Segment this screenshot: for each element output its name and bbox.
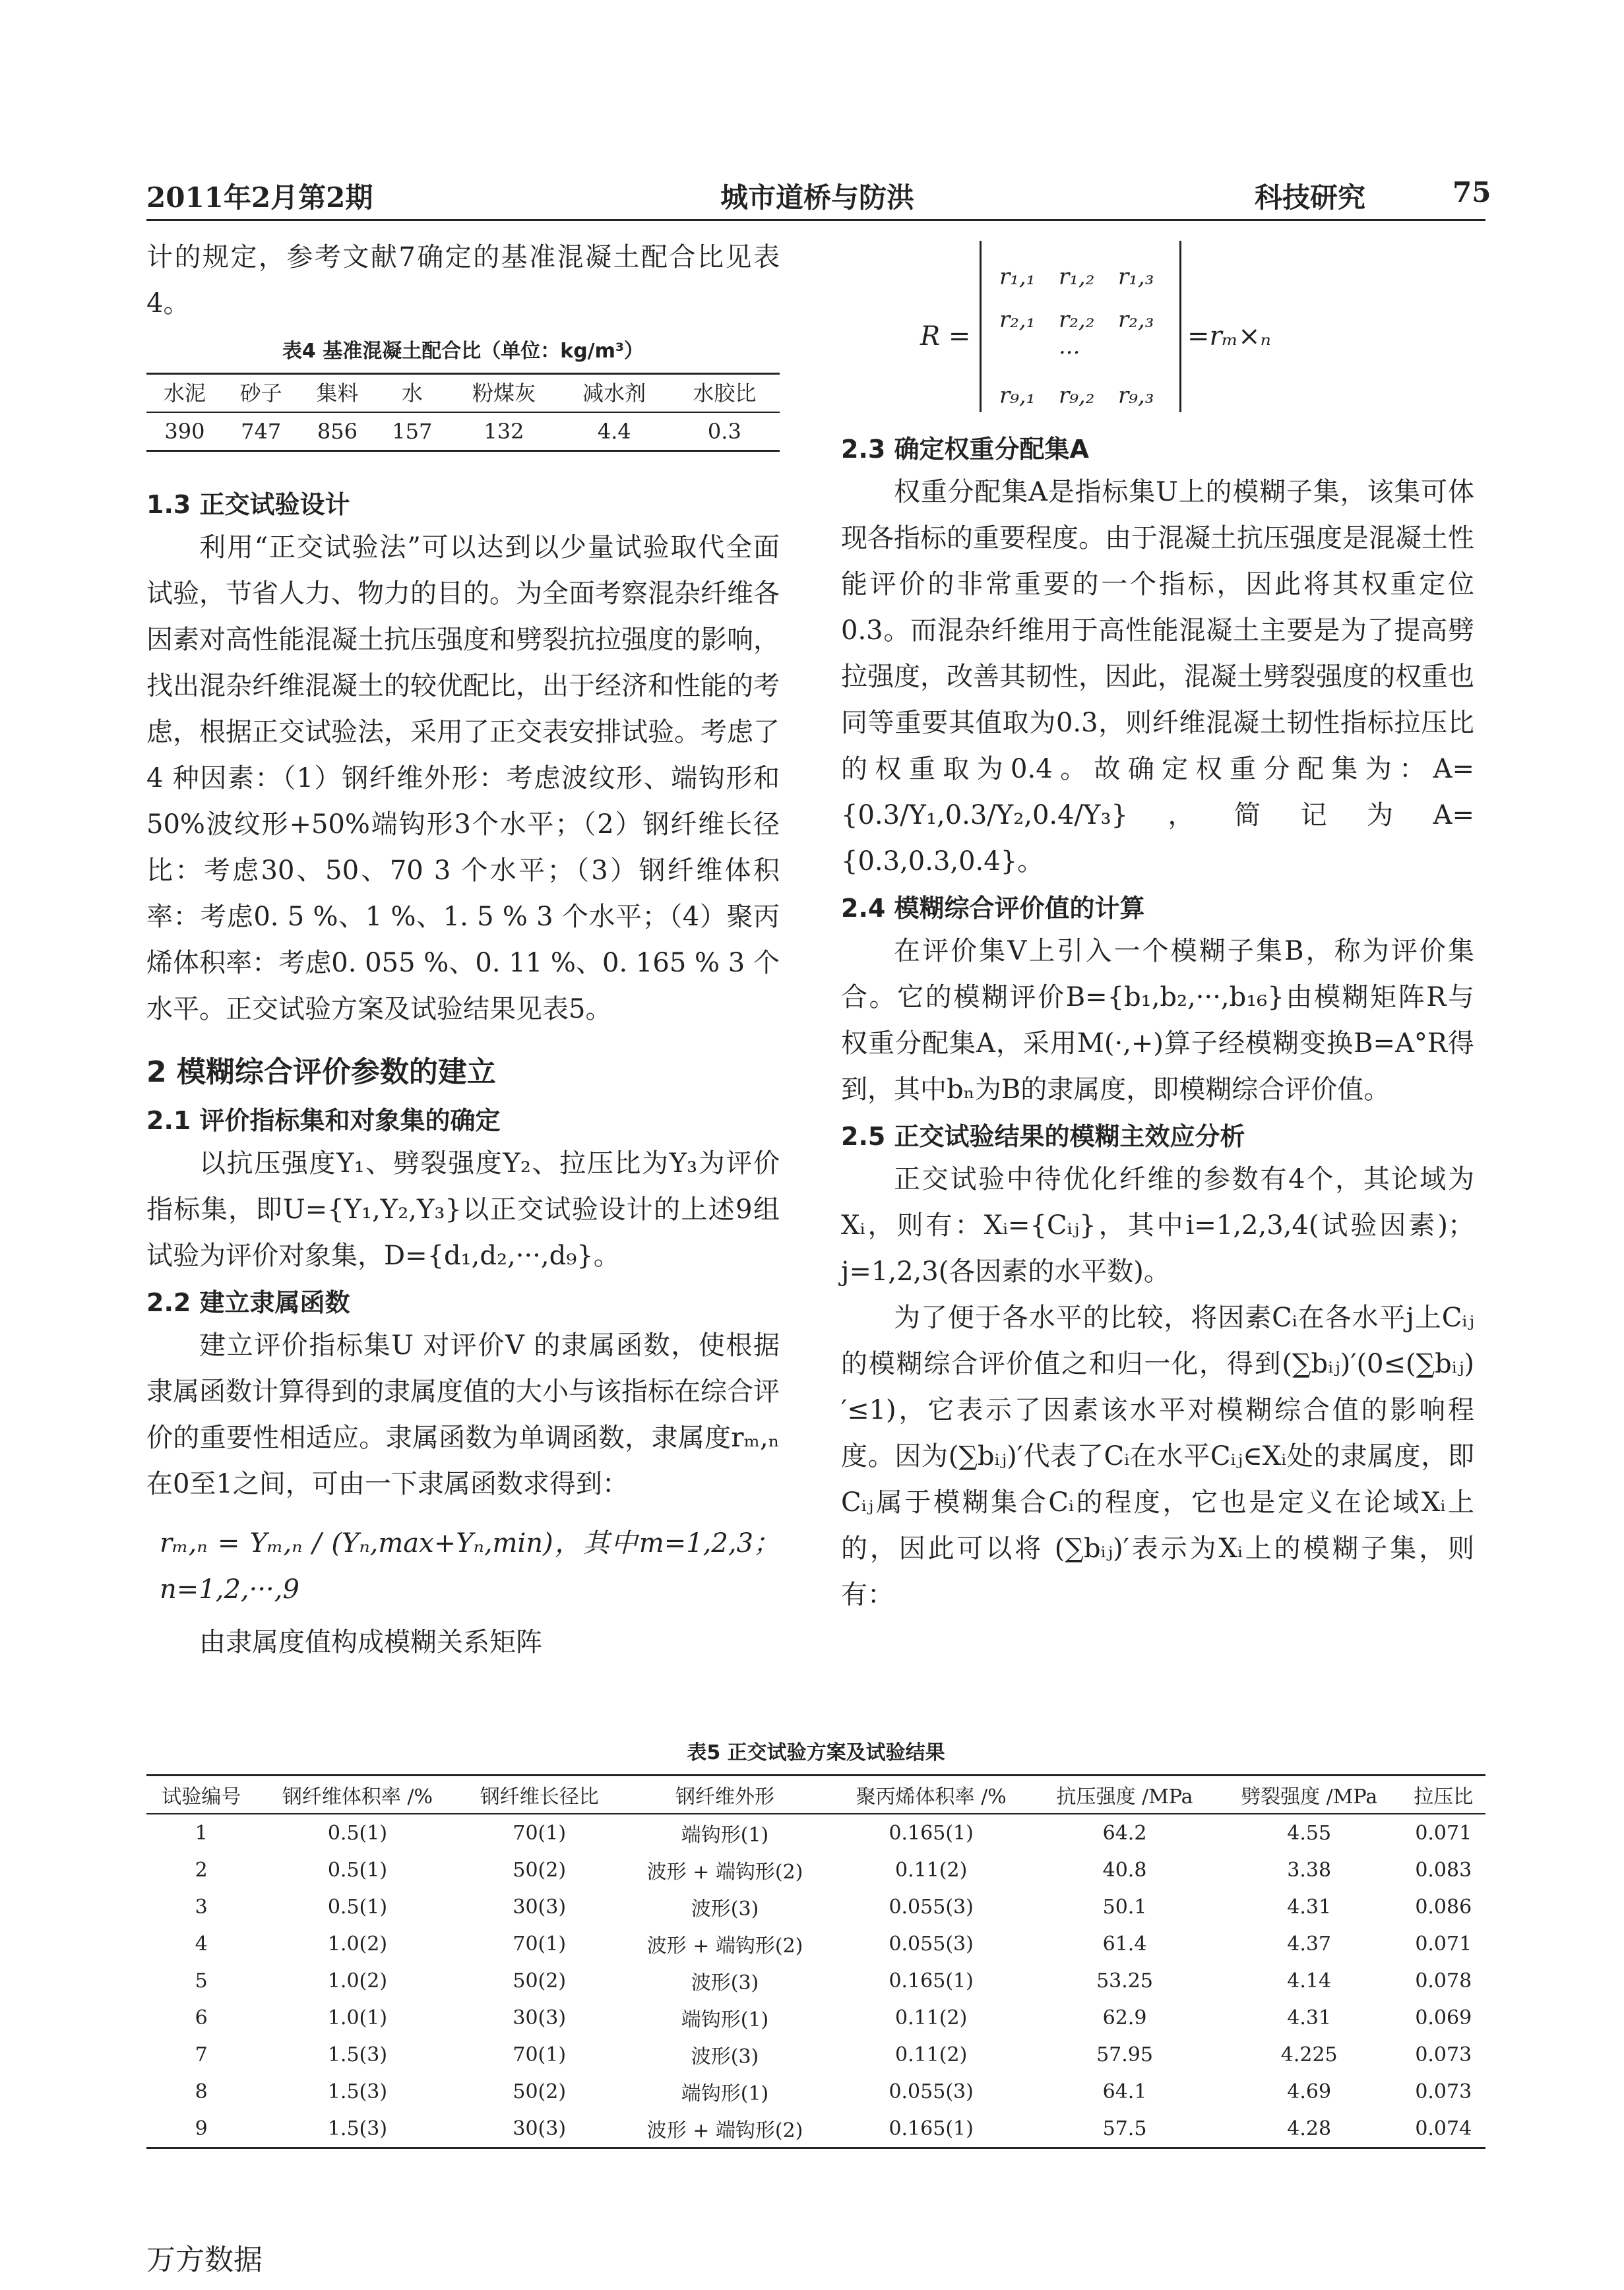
section-2-5-title: 2.5 正交试验结果的模糊主效应分析: [841, 1122, 1245, 1151]
table5-cell: 波形 + 端钩形(2): [646, 2119, 803, 2142]
matrix-cell: r₂,₃: [1118, 307, 1154, 333]
table5-cell: 5: [195, 1969, 208, 1993]
matrix-cell: r₁,₂: [1059, 264, 1095, 290]
table5-cell: 4.37: [1287, 1932, 1332, 1956]
table4-header-cell: 粉煤灰: [472, 381, 536, 406]
table5-header-cell: 钢纤维长径比: [480, 1785, 599, 1809]
matrix-cell: r₂,₁: [999, 307, 1036, 333]
table5-cell: 4.31: [1287, 1895, 1332, 1919]
table5-header-cell: 聚丙烯体积率 /%: [856, 1785, 1007, 1809]
table5-cell: 0.069: [1415, 2006, 1472, 2029]
table5-cell: 64.2: [1102, 1821, 1147, 1845]
table5-cell: 波形 + 端钩形(2): [646, 1861, 803, 1884]
table5-cell: 70(1): [513, 2043, 567, 2066]
matrix-rhs: =rₘ×ₙ: [1187, 321, 1271, 352]
issue-date: 2011年2月第2期: [146, 181, 373, 214]
table4-cell: 747: [241, 419, 282, 444]
table5-header-cell: 试验编号: [162, 1785, 241, 1809]
table5-cell: 0.055(3): [889, 1895, 974, 1919]
table5-cell: 0.071: [1415, 1932, 1472, 1956]
table5-cell: 3.38: [1287, 1858, 1332, 1882]
table4-header-cell: 水: [401, 381, 423, 406]
table5-cell: 0.074: [1415, 2117, 1472, 2140]
section-2-3-text: 权重分配集A是指标集U上的模糊子集，该集可体现各指标的重要程度。由于混凝土抗压强度是混凝土性能评价的非常重要的一个指标，因此将其权重定位0.3。而混杂纤维用于高性能混凝土主要是为了提高劈拉强度，改善其韧性，因此，混凝土劈裂强度的权重也同等重要其值取为0.3，则纤维混凝土韧性指标拉压比的权重取为0.4。故确定权重分配集为：A={0.3/Y₁,0.3/Y₂,0.4/Y₃}，简记为A={0.3,0.3,0.4}。: [841, 477, 1474, 877]
table5-cell: 0.086: [1415, 1895, 1472, 1919]
table5-cell: 端钩形(1): [681, 2008, 769, 2031]
table5-cell: 1: [195, 1821, 208, 1845]
section-2-1-title: 2.1 评价指标集和对象集的确定: [146, 1106, 501, 1135]
table5-cell: 1.5(3): [327, 2117, 388, 2140]
table5-cell: 30(3): [513, 1895, 567, 1919]
table5-cell: 6: [195, 2006, 208, 2029]
table5-row: [146, 1888, 1485, 1925]
page-number: 75: [1452, 176, 1491, 208]
footer-watermark: 万方数据: [146, 2243, 263, 2277]
table5-cell: 0.5(1): [327, 1821, 388, 1845]
table5-cell: 0.083: [1415, 1858, 1472, 1882]
table5-cell: 0.11(2): [894, 1858, 968, 1882]
table4-row: [146, 412, 780, 451]
table5-cell: 7: [195, 2043, 208, 2066]
table4-header-cell: 水胶比: [693, 381, 757, 406]
table4-header-cell: 砂子: [239, 381, 282, 406]
table4-header-cell: 减水剂: [582, 381, 646, 406]
table4-caption: 表4 基准混凝土配合比（单位：kg/m³）: [282, 340, 644, 363]
table5-row: [146, 1851, 1485, 1888]
section-2-3-title: 2.3 确定权重分配集A: [841, 435, 1089, 464]
section-2-4-title: 2.4 模糊综合评价值的计算: [841, 894, 1145, 923]
section-2-2-title: 2.2 建立隶属函数: [146, 1288, 350, 1317]
table5-cell: 70(1): [513, 1932, 567, 1956]
table5-cell: 1.0(2): [327, 1932, 388, 1956]
table5-cell: 70(1): [513, 1821, 567, 1845]
table5-cell: 57.5: [1102, 2117, 1147, 2140]
table5-cell: 57.95: [1096, 2043, 1153, 2066]
table5-cell: 64.1: [1102, 2080, 1147, 2103]
section-2-4-text: 在评价集V上引入一个模糊子集B，称为评价集合。它的模糊评价B={b₁,b₂,···,b₁₆}由模糊矩阵R与权重分配集A，采用M(·,+)算子经模糊变换B=A°R得到，其中bₙ为B的隶属度，即模糊综合评价值。: [841, 936, 1474, 1105]
table4-cell: 157: [392, 419, 433, 444]
table5-cell: 0.11(2): [894, 2043, 968, 2066]
table5-cell: 0.5(1): [327, 1895, 388, 1919]
table5-cell: 4.14: [1287, 1969, 1332, 1993]
table4-header-cell: 集料: [316, 381, 359, 406]
left-column: [146, 234, 780, 1665]
section-1-3-title: 1.3 正交试验设计: [146, 490, 350, 519]
table5-cell: 波形(3): [691, 1898, 759, 1921]
table5-cell: 0.073: [1415, 2043, 1472, 2066]
table5-cell: 4.28: [1287, 2117, 1332, 2140]
table5-cell: 4.225: [1280, 2043, 1338, 2066]
matrix-cell: r₂,₂: [1059, 307, 1095, 333]
matrix-cell: r₁,₃: [1118, 264, 1154, 290]
table5-cell: 0.165(1): [889, 2117, 974, 2140]
table5-header-row: [146, 1776, 1485, 1814]
table5-cell: 端钩形(1): [681, 2082, 769, 2105]
membership-formula: rₘ,ₙ = Yₘ,ₙ / (Yₙ,max+Yₙ,min)，其中m=1,2,3；n=1,2,···,9: [160, 1528, 780, 1605]
journal-name: 城市道桥与防洪: [720, 181, 915, 214]
table5-cell: 1.0(2): [327, 1969, 388, 1993]
table5-cell: 4: [195, 1932, 208, 1956]
fuzzy-relation-matrix: [841, 241, 1474, 425]
table5-cell: 50(2): [513, 1969, 567, 1993]
section-1-3-text: 利用“正交试验法”可以达到以少量试验取代全面试验，节省人力、物力的目的。为全面考察混杂纤维各因素对高性能混凝土抗压强度和劈裂抗拉强度的影响，找出混杂纤维混凝土的较优配比，出于经济和性能的考虑，根据正交试验法，采用了正交表安排试验。考虑了4 种因素：（1）钢纤维外形：考虑波纹形、端钩形和50%波纹形+50%端钩形3个水平；（2）钢纤维长径比：考虑30、50、70 3 个水平；（3）钢纤维体积率：考虑0. 5 %、1 %、1. 5 % 3 个水平；（4）聚丙烯体积率：考虑0. 055 %、0. 11 %、0. 165 % 3 个水平。正交试验方案及试验结果见表5。: [146, 532, 780, 1024]
table5-header-cell: 劈裂强度 /MPa: [1241, 1785, 1378, 1809]
table5-cell: 50(2): [513, 1858, 567, 1882]
section-2-5-paragraph-2: 为了便于各水平的比较，将因素Cᵢ在各水平j上Cᵢⱼ的模糊综合评价值之和归一化，得到(∑bᵢⱼ)′(0≤(∑bᵢⱼ)′≤1)，它表示了因素该水平对模糊综合值的影响程度。因为(∑bᵢⱼ)′代表了Cᵢ在水平Cᵢⱼ∈Xᵢ处的隶属度，即Cᵢⱼ属于模糊集合Cᵢ的程度，它也是定义在论域Xᵢ上的，因此可以将 (∑bᵢⱼ)′表示为Xᵢ上的模糊子集，则有：: [841, 1303, 1474, 1610]
table5-cell: 30(3): [513, 2006, 567, 2029]
table5-cell: 端钩形(1): [681, 1824, 769, 1847]
table5-cell: 30(3): [513, 2117, 567, 2140]
table4-cell: 0.3: [707, 419, 741, 444]
table5-cell: 0.11(2): [894, 2006, 968, 2029]
table5-cell: 50(2): [513, 2080, 567, 2103]
table5-cell: 波形(3): [691, 2045, 759, 2068]
table5-cell: 4.31: [1287, 2006, 1332, 2029]
table5-cell: 3: [195, 1895, 208, 1919]
table5-cell: 40.8: [1102, 1858, 1147, 1882]
section-2-title: 2 模糊综合评价参数的建立: [146, 1055, 496, 1089]
table5-cell: 8: [195, 2080, 208, 2103]
table4-header-cell: 水泥: [163, 381, 206, 406]
matrix-cell: r₉,₂: [1059, 383, 1095, 409]
table5-cell: 9: [195, 2117, 208, 2140]
table5-header-cell: 钢纤维外形: [675, 1785, 775, 1809]
table5-cell: 波形 + 端钩形(2): [646, 1934, 803, 1958]
table5-row: [146, 2110, 1485, 2148]
table5-cell: 0.071: [1415, 1821, 1472, 1845]
table5-cell: 1.5(3): [327, 2080, 388, 2103]
table5-caption: 表5 正交试验方案及试验结果: [687, 1741, 945, 1764]
table5-cell: 4.69: [1287, 2080, 1332, 2103]
right-column: [841, 234, 1474, 1618]
section-2-5-paragraph-1: 正交试验中待优化纤维的参数有4个，其论域为Xᵢ，则有：Xᵢ={Cᵢⱼ}，其中i=1,2,3,4(试验因素)；j=1,2,3(各因素的水平数)。: [841, 1164, 1474, 1287]
table5-block: [146, 1728, 1485, 2149]
table5-row: [146, 2073, 1485, 2110]
matrix-cell: r₁,₁: [999, 264, 1036, 290]
table5-header-cell: 抗压强度 /MPa: [1056, 1785, 1193, 1809]
table5-row: [146, 1925, 1485, 1962]
table5-cell: 0.055(3): [889, 1932, 974, 1956]
table5-cell: 1.0(1): [327, 2006, 388, 2029]
table5-cell: 0.5(1): [327, 1858, 388, 1882]
table5: [146, 1774, 1485, 2149]
table4: [146, 373, 780, 452]
running-header: [146, 168, 1491, 221]
table5-cell: 0.055(3): [889, 2080, 974, 2103]
matrix-cell: r₉,₁: [999, 383, 1036, 409]
matrix-cell: ···: [1059, 340, 1080, 366]
table4-cell: 390: [164, 419, 205, 444]
table5-header-cell: 拉压比: [1414, 1785, 1474, 1809]
table5-row: [146, 2036, 1485, 2073]
table4-cell: 4.4: [597, 419, 631, 444]
table5-cell: 波形(3): [691, 1971, 759, 1995]
table5-header-cell: 钢纤维体积率 /%: [282, 1785, 433, 1809]
table5-cell: 0.165(1): [889, 1821, 974, 1845]
table5-row: [146, 1814, 1485, 1851]
table5-cell: 2: [195, 1858, 208, 1882]
table5-cell: 50.1: [1102, 1895, 1147, 1919]
table5-cell: 0.078: [1415, 1969, 1472, 1993]
table4-header-row: [146, 374, 780, 413]
matrix-intro: 由隶属度值构成模糊关系矩阵: [199, 1627, 542, 1657]
intro-paragraph: 计的规定，参考文献7确定的基准混凝土配合比见表4。: [146, 242, 780, 319]
table5-cell: 0.073: [1415, 2080, 1472, 2103]
section-2-1-text: 以抗压强度Y₁、劈裂强度Y₂、拉压比为Y₃为评价指标集，即U={Y₁,Y₂,Y₃}以正交试验设计的上述9组试验为评价对象集，D={d₁,d₂,···,d₉}。: [146, 1148, 780, 1271]
section-name: 科技研究: [1255, 181, 1366, 214]
table5-cell: 1.5(3): [327, 2043, 388, 2066]
matrix-cell: r₉,₃: [1118, 383, 1154, 409]
table5-cell: 0.165(1): [889, 1969, 974, 1993]
table5-row: [146, 1962, 1485, 1999]
matrix-label: R =: [920, 321, 971, 352]
header-rule: [146, 219, 1485, 221]
section-2-2-text: 建立评价指标集U 对评价V 的隶属函数，使根据隶属函数计算得到的隶属度值的大小与该指标在综合评价的重要性相适应。隶属函数为单调函数，隶属度rₘ,ₙ在0至1之间，可由一下隶属函数求得到：: [146, 1330, 780, 1499]
table5-row: [146, 1999, 1485, 2036]
table5-cell: 62.9: [1102, 2006, 1147, 2029]
table4-cell: 856: [317, 419, 358, 444]
table5-cell: 53.25: [1096, 1969, 1153, 1993]
table5-cell: 4.55: [1287, 1821, 1332, 1845]
table4-cell: 132: [484, 419, 524, 444]
table5-cell: 61.4: [1102, 1932, 1147, 1956]
